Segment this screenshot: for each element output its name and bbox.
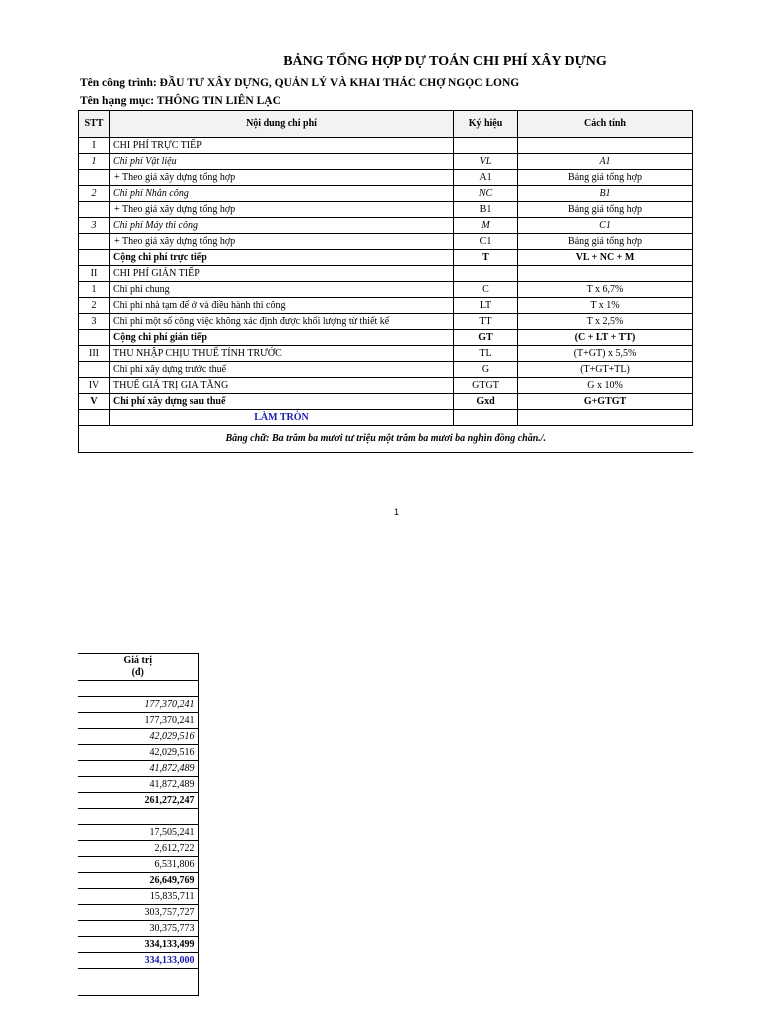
row-stt: I [79, 138, 110, 154]
row-stt: 1 [79, 282, 110, 298]
value-footer-cell [78, 969, 198, 996]
value-cell: 17,505,241 [78, 825, 198, 841]
value-cell: 42,029,516 [78, 745, 198, 761]
table-row [79, 170, 693, 186]
table-row [79, 154, 693, 170]
value-cell: 26,649,769 [78, 873, 198, 889]
row-content: THUẾ GIÁ TRỊ GIA TĂNG [110, 378, 454, 394]
value-row [78, 745, 198, 761]
row-content: Chi phí một số công việc không xác định được khối lượng từ thiết kế [110, 314, 454, 330]
row-stt [79, 202, 110, 218]
row-symbol: GT [454, 330, 518, 346]
row-calc: Bảng giá tổng hợp [518, 202, 693, 218]
row-content: Chi phí chung [110, 282, 454, 298]
row-content: Chi phí xây dựng sau thuế [110, 394, 454, 410]
value-row [78, 777, 198, 793]
value-cell: 303,757,727 [78, 905, 198, 921]
header-stt: STT [79, 111, 110, 138]
table-row [79, 218, 693, 234]
table-row [79, 202, 693, 218]
table-row [79, 346, 693, 362]
row-calc [518, 266, 693, 282]
row-calc: (T+GT+TL) [518, 362, 693, 378]
value-row [78, 697, 198, 713]
row-content: Chi phí Nhân công [110, 186, 454, 202]
row-calc: Bảng giá tổng hợp [518, 234, 693, 250]
row-symbol: TT [454, 314, 518, 330]
table-row [79, 298, 693, 314]
row-symbol [454, 266, 518, 282]
value-row [78, 857, 198, 873]
table-row [79, 234, 693, 250]
row-stt [79, 410, 110, 426]
value-row [78, 825, 198, 841]
row-content: Chi phí Vật liệu [110, 154, 454, 170]
table-row [79, 138, 693, 154]
value-row [78, 761, 198, 777]
row-calc: G x 10% [518, 378, 693, 394]
value-row [78, 889, 198, 905]
value-row [78, 921, 198, 937]
value-header-unit: (đ) [131, 667, 144, 678]
value-cell: 41,872,489 [78, 777, 198, 793]
row-symbol: C [454, 282, 518, 298]
value-row [78, 873, 198, 889]
row-stt: IV [79, 378, 110, 394]
row-symbol: A1 [454, 170, 518, 186]
row-symbol: VL [454, 154, 518, 170]
row-symbol: G [454, 362, 518, 378]
value-cell [78, 681, 198, 697]
row-calc: G+GTGT [518, 394, 693, 410]
value-cell: 177,370,241 [78, 713, 198, 729]
row-symbol [454, 410, 518, 426]
table-row [79, 394, 693, 410]
value-cell: 177,370,241 [78, 697, 198, 713]
row-content: CHI PHÍ TRỰC TIẾP [110, 138, 454, 154]
amount-in-words: Bằng chữ: Ba trăm ba mươi tư triệu một trăm ba mươi ba nghìn đồng chẵn./. [79, 426, 693, 453]
value-cell [78, 809, 198, 825]
row-content: + Theo giá xây dựng tổng hợp [110, 234, 454, 250]
row-calc: T x 6,7% [518, 282, 693, 298]
row-content: THU NHẬP CHỊU THUẾ TÍNH TRƯỚC [110, 346, 454, 362]
value-cell: 334,133,499 [78, 937, 198, 953]
row-symbol: GTGT [454, 378, 518, 394]
value-cell: 6,531,806 [78, 857, 198, 873]
row-content: Chi phí xây dựng trước thuế [110, 362, 454, 378]
row-content: + Theo giá xây dựng tổng hợp [110, 170, 454, 186]
row-content: Chi phí Máy thi công [110, 218, 454, 234]
table-row [79, 378, 693, 394]
value-cell: 15,835,711 [78, 889, 198, 905]
row-content: + Theo giá xây dựng tổng hợp [110, 202, 454, 218]
value-cell: 30,375,773 [78, 921, 198, 937]
table-row [79, 186, 693, 202]
row-symbol: B1 [454, 202, 518, 218]
row-content: LÀM TRÒN [110, 410, 454, 426]
row-calc: T x 1% [518, 298, 693, 314]
row-stt [79, 330, 110, 346]
table-row [79, 410, 693, 426]
page-title: BẢNG TỔNG HỢP DỰ TOÁN CHI PHÍ XÂY DỰNG [283, 54, 607, 69]
value-row [78, 841, 198, 857]
row-stt: III [79, 346, 110, 362]
row-stt [79, 170, 110, 186]
project-name: Tên công trình: ĐẦU TƯ XÂY DỰNG, QUẢN LÝ VÀ KHAI THÁC CHỢ NGỌC LONG [80, 77, 520, 89]
row-calc: A1 [518, 154, 693, 170]
row-stt: 2 [79, 298, 110, 314]
row-symbol: C1 [454, 234, 518, 250]
header-content: Nội dung chi phí [110, 111, 454, 138]
header-calc: Cách tính [518, 111, 693, 138]
value-cell: 2,612,722 [78, 841, 198, 857]
row-calc [518, 410, 693, 426]
value-row [78, 937, 198, 953]
value-row [78, 905, 198, 921]
row-stt: 1 [79, 154, 110, 170]
header-symbol: Ký hiệu [454, 111, 518, 138]
row-stt [79, 362, 110, 378]
row-calc: Bảng giá tổng hợp [518, 170, 693, 186]
cost-summary-table [78, 110, 693, 453]
value-header-row [78, 654, 198, 681]
value-header [78, 654, 198, 681]
value-row [78, 809, 198, 825]
row-content: Cộng chi phí trực tiếp [110, 250, 454, 266]
row-symbol: NC [454, 186, 518, 202]
row-stt [79, 234, 110, 250]
item-name: Tên hạng mục: THÔNG TIN LIÊN LẠC [80, 95, 281, 107]
row-symbol: TL [454, 346, 518, 362]
row-calc: T x 2,5% [518, 314, 693, 330]
row-stt: 3 [79, 218, 110, 234]
value-footer-row [78, 969, 198, 996]
table-row [79, 362, 693, 378]
row-calc: B1 [518, 186, 693, 202]
row-symbol: LT [454, 298, 518, 314]
in-words-row [79, 426, 693, 453]
row-calc: VL + NC + M [518, 250, 693, 266]
page-number: 1 [394, 507, 400, 517]
row-stt: V [79, 394, 110, 410]
value-column-table [78, 653, 199, 996]
value-row [78, 713, 198, 729]
table-row [79, 330, 693, 346]
value-cell: 42,029,516 [78, 729, 198, 745]
table-row [79, 266, 693, 282]
row-symbol [454, 138, 518, 154]
row-symbol: T [454, 250, 518, 266]
value-row [78, 793, 198, 809]
value-row [78, 953, 198, 969]
row-stt [79, 250, 110, 266]
row-symbol: Gxd [454, 394, 518, 410]
value-header-label: Giá trị [123, 655, 153, 666]
table-row [79, 250, 693, 266]
row-stt: 2 [79, 186, 110, 202]
value-cell: 334,133,000 [78, 953, 198, 969]
row-stt: 3 [79, 314, 110, 330]
table-header-row [79, 111, 693, 138]
row-symbol: M [454, 218, 518, 234]
row-calc: (C + LT + TT) [518, 330, 693, 346]
row-content: Chi phí nhà tạm để ở và điều hành thi công [110, 298, 454, 314]
row-content: Cộng chi phí gián tiếp [110, 330, 454, 346]
row-content: CHI PHÍ GIÁN TIẾP [110, 266, 454, 282]
value-row [78, 681, 198, 697]
row-calc: (T+GT) x 5,5% [518, 346, 693, 362]
row-stt: II [79, 266, 110, 282]
table-row [79, 314, 693, 330]
table-row [79, 282, 693, 298]
value-row [78, 729, 198, 745]
value-cell: 261,272,247 [78, 793, 198, 809]
row-calc: C1 [518, 218, 693, 234]
value-cell: 41,872,489 [78, 761, 198, 777]
row-calc [518, 138, 693, 154]
